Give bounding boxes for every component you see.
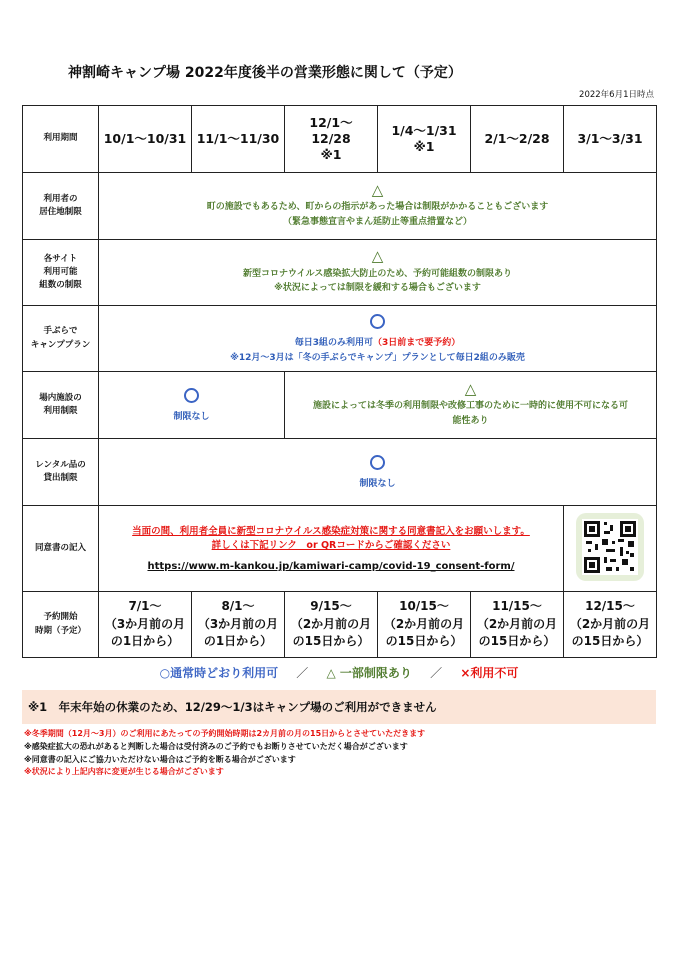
legend-unavailable: ×利用不可: [460, 666, 519, 680]
tebura-content: 毎日3組のみ利用可（3日前まで要予約） ※12月〜3月は「冬の手ぶらでキャンプ」プランとして毎日2組のみ販売: [99, 306, 657, 372]
row-label-sites: 各サイト 利用可能 組数の制限: [23, 240, 99, 306]
qr-code[interactable]: [576, 513, 644, 581]
circle-icon: [184, 388, 199, 403]
consent-content: [99, 506, 564, 592]
facility-right-content: △ 施設によっては冬季の利用制限や改修工事のために一時的に使用不可になる可 能性あり: [285, 372, 657, 439]
triangle-icon: △: [371, 247, 384, 266]
booking-cell: 12/15〜 （2か月前の月 の15日から）: [564, 592, 657, 658]
legend-triangle-icon: △: [326, 666, 336, 680]
legend-separator: ／: [430, 666, 443, 680]
operations-table: [22, 105, 657, 658]
legend-available: ○通常時どおり利用可: [159, 666, 279, 680]
period-cell: 3/1〜3/31: [564, 106, 657, 173]
qr-code-cell: [564, 506, 657, 592]
sites-content: △ 新型コロナウイルス感染拡大防止のため、予約可能組数の制限あり ※状況によっては制限を緩和する場合もございます: [99, 240, 657, 306]
notes-list: [24, 728, 425, 779]
page-title: 神割崎キャンプ場 2022年度後半の営業形態に関して（予定）: [68, 65, 462, 81]
period-row: [23, 106, 657, 173]
note-item: ※感染症拡大の恐れがあると判断した場合は受付済みのご予約でもお断りさせていただく場合がございます: [24, 741, 408, 751]
period-cell: 12/1〜 12/28 ※1: [285, 106, 378, 173]
facility-left-content: 制限なし: [99, 372, 285, 439]
qr-code-icon: [582, 519, 638, 575]
booking-cell: 7/1〜 （3か月前の月 の1日から）: [99, 592, 192, 658]
consent-link[interactable]: https://www.m-kankou.jp/kamiwari-camp/covid-19_consent-form/: [147, 561, 515, 573]
triangle-icon: △: [371, 180, 384, 199]
circle-icon: [370, 314, 385, 329]
row-label-period: 利用期間: [23, 106, 99, 173]
period-cell: 10/1〜10/31: [99, 106, 192, 173]
note-item: ※同意書の記入にご協力いただけない場合はご予約を断る場合がございます: [24, 754, 296, 764]
booking-cell: 9/15〜 （2か月前の月 の15日から）: [285, 592, 378, 658]
consent-instruction: 詳しくは下記リンク or QRコードからご確認ください: [211, 540, 451, 551]
facility-row: [23, 372, 657, 439]
row-label-consent: 同意書の記入: [23, 506, 99, 592]
rental-content: 制限なし: [99, 439, 657, 506]
period-cell: 1/4〜1/31 ※1: [378, 106, 471, 173]
residence-content: △ 町の施設でもあるため、町からの指示があった場合は制限がかかることもございます （緊急事態宣言やまん延防止等重点措置など）: [99, 173, 657, 240]
triangle-icon: △: [464, 379, 477, 398]
booking-cell: 10/15〜 （2か月前の月 の15日から）: [378, 592, 471, 658]
period-cell: 2/1〜2/28: [471, 106, 564, 173]
consent-notice: 当面の間、利用者全員に新型コロナウイルス感染症対策に関する同意書記入をお願いします。: [132, 525, 530, 537]
consent-row: [23, 506, 657, 592]
holiday-note: ※1 年末年始の休業のため、12/29〜1/3はキャンプ場のご利用ができません: [22, 690, 656, 724]
row-label-facility: 場内施設の 利用制限: [23, 372, 99, 439]
legend-separator: ／: [296, 666, 309, 680]
legend: [0, 664, 678, 681]
booking-cell: 8/1〜 （3か月前の月 の1日から）: [192, 592, 285, 658]
row-label-residence: 利用者の 居住地制限: [23, 173, 99, 240]
as-of-date: 2022年6月1日時点: [579, 90, 654, 100]
booking-row: [23, 592, 657, 658]
sites-row: [23, 240, 657, 306]
tebura-row: [23, 306, 657, 372]
row-label-tebura: 手ぶらで キャンププラン: [23, 306, 99, 372]
residence-row: [23, 173, 657, 240]
row-label-booking: 予約開始 時期（予定）: [23, 592, 99, 658]
period-cell: 11/1〜11/30: [192, 106, 285, 173]
rental-row: [23, 439, 657, 506]
note-item: ※状況により上記内容に変更が生じる場合がございます: [24, 767, 224, 777]
note-item: ※冬季期間（12月〜3月）のご利用にあたっての予約開始時期は2カ月前の月の15日からとさせていただきます: [24, 729, 426, 738]
booking-cell: 11/15〜 （2か月前の月 の15日から）: [471, 592, 564, 658]
row-label-rental: レンタル品の 貸出制限: [23, 439, 99, 506]
legend-partial: 一部制限あり: [339, 666, 412, 680]
circle-icon: [370, 455, 385, 470]
